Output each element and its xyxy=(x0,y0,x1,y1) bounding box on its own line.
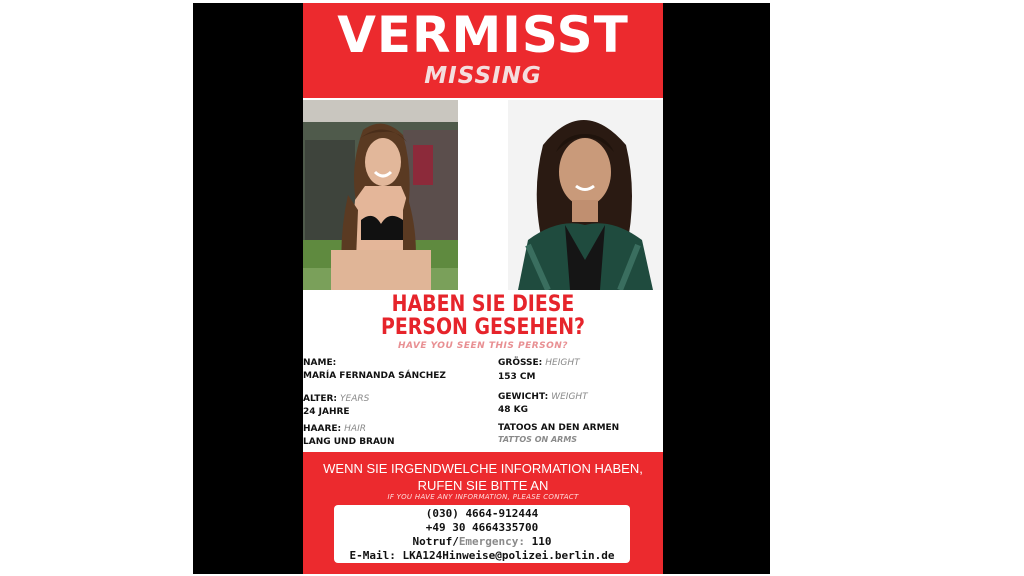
height-label xyxy=(498,358,580,368)
height-value: 153 CM xyxy=(498,372,536,382)
footer-line-1: WENN SIE IRGENDWELCHE INFORMATION HABEN, xyxy=(323,461,643,476)
headline-line-2: PERSON GESEHEN? xyxy=(380,315,586,340)
name-value: MARÍA FERNANDA SÁNCHEZ xyxy=(303,371,446,381)
hair-label-english: HAIR xyxy=(344,424,366,434)
email-label: E-Mail: xyxy=(349,549,396,562)
weight-label-text: GEWICHT: xyxy=(498,392,549,402)
missing-person-poster xyxy=(303,3,663,574)
tattoo-value: TATOOS AN DEN ARMEN xyxy=(498,423,620,433)
age-label-text: ALTER: xyxy=(303,394,338,404)
footer-english: IF YOU HAVE ANY INFORMATION, PLEASE CONTACT xyxy=(387,493,579,501)
seen-question-english: HAVE YOU SEEN THIS PERSON? xyxy=(397,341,569,351)
contact-footer xyxy=(303,452,663,574)
contact-box xyxy=(334,505,630,563)
height-label-text: GRÖSSE: xyxy=(498,358,543,368)
age-label-english: YEARS xyxy=(340,394,370,404)
poster-subtitle: MISSING xyxy=(424,63,542,89)
footer-line-2: RUFEN SIE BITTE AN xyxy=(417,478,549,493)
hair-label xyxy=(303,424,366,434)
weight-label-english: WEIGHT xyxy=(551,392,588,402)
name-label-text: NAME: xyxy=(303,358,337,368)
age-value: 24 JAHRE xyxy=(303,407,350,417)
seen-question-headline xyxy=(328,293,638,339)
weight-value: 48 KG xyxy=(498,405,529,415)
hair-label-text: HAARE: xyxy=(303,424,342,434)
hair-value: LANG UND BRAUN xyxy=(303,437,395,447)
phone-2[interactable]: +49 30 4664335700 xyxy=(425,521,539,534)
name-label xyxy=(303,358,336,368)
height-label-english: HEIGHT xyxy=(545,358,580,368)
email-line xyxy=(334,549,630,562)
emergency-line xyxy=(334,535,630,548)
emergency-label-english: Emergency: xyxy=(458,535,526,548)
poster-header xyxy=(303,3,663,98)
tattoo-value-english: TATTOS ON ARMS xyxy=(498,435,578,444)
phone-1[interactable]: (030) 4664-912444 xyxy=(425,507,539,520)
age-label xyxy=(303,394,369,404)
emergency-number[interactable]: 110 xyxy=(531,535,552,548)
email-address[interactable]: LKA124Hinweise@polizei.berlin.de xyxy=(402,549,615,562)
person-photo-portrait xyxy=(508,100,663,290)
headline-line-1: HABEN SIE DIESE xyxy=(391,292,575,317)
weight-label xyxy=(498,392,588,402)
poster-title: VERMISST xyxy=(337,6,629,64)
emergency-label: Notruf/ xyxy=(412,535,459,548)
person-photo-outdoor xyxy=(303,100,458,290)
